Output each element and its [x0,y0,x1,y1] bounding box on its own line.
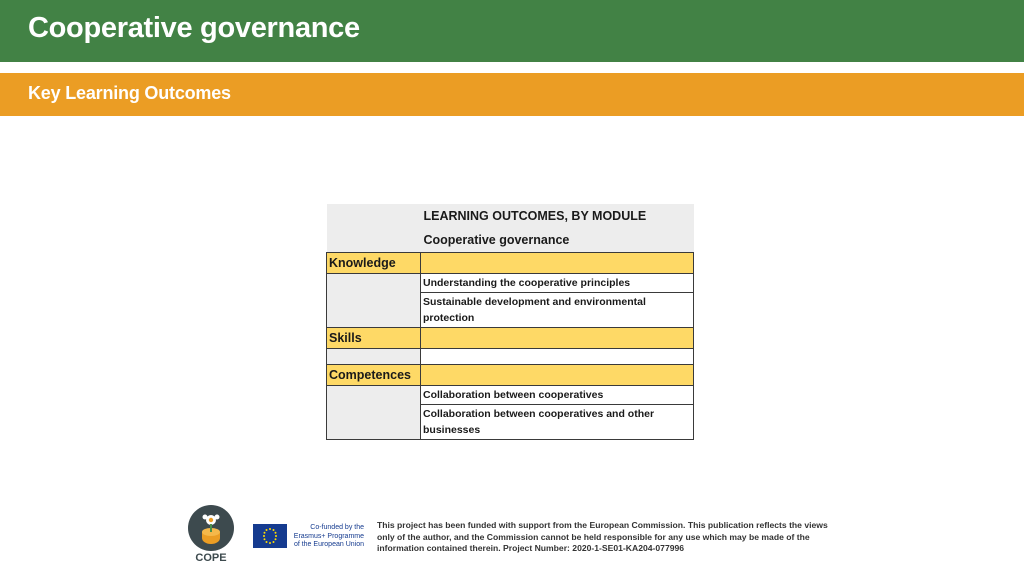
table-row [327,386,694,405]
skills-item-empty [421,349,694,365]
knowledge-spacer [327,274,421,328]
table-heading-empty [327,204,421,228]
eu-text-line: Erasmus+ Programme [293,532,364,540]
eu-flag-icon [253,524,287,548]
skills-spacer [327,349,421,365]
funding-disclaimer: This project has been funded with support from the European Commission. This publication reflects the views only of the author, and the Commission cannot be held responsible for any use which may be made of the information contained therein. Project Number: 2020-1-SE01-KA204-077996 [377,520,828,554]
table-heading-module: Cooperative governance [421,228,694,253]
knowledge-item: Understanding the cooperative principles [421,274,694,293]
table-row-skills [327,328,694,349]
cope-logo-label: COPE [195,552,227,564]
title-bar [0,0,1024,62]
competences-spacer [327,386,421,440]
competences-label: Competences [327,365,421,386]
table-row-competences [327,365,694,386]
section-title: Key Learning Outcomes [28,83,231,103]
skills-empty [421,328,694,349]
skills-label: Skills [327,328,421,349]
cope-logo-icon [188,505,234,551]
competences-empty [421,365,694,386]
eu-text-line: of the European Union [293,541,364,548]
table-row [327,274,694,293]
knowledge-item: Sustainable development and environmental protection [421,293,694,328]
competences-item: Collaboration between cooperatives and other businesses [421,405,694,440]
table-heading-row [327,228,694,253]
table-row [327,349,694,365]
eu-funding-text [290,524,364,550]
learning-outcomes-table [326,204,694,440]
table-row-knowledge [327,253,694,274]
subtitle-bar [0,73,1024,116]
knowledge-empty [421,253,694,274]
competences-item: Collaboration between cooperatives [421,386,694,405]
eu-text-line: Co-funded by the [310,524,364,531]
table-heading-row [327,204,694,228]
page-title: Cooperative governance [28,12,360,44]
knowledge-label: Knowledge [327,253,421,274]
table-heading-title: LEARNING OUTCOMES, BY MODULE [421,204,694,228]
table-heading-empty [327,228,421,253]
